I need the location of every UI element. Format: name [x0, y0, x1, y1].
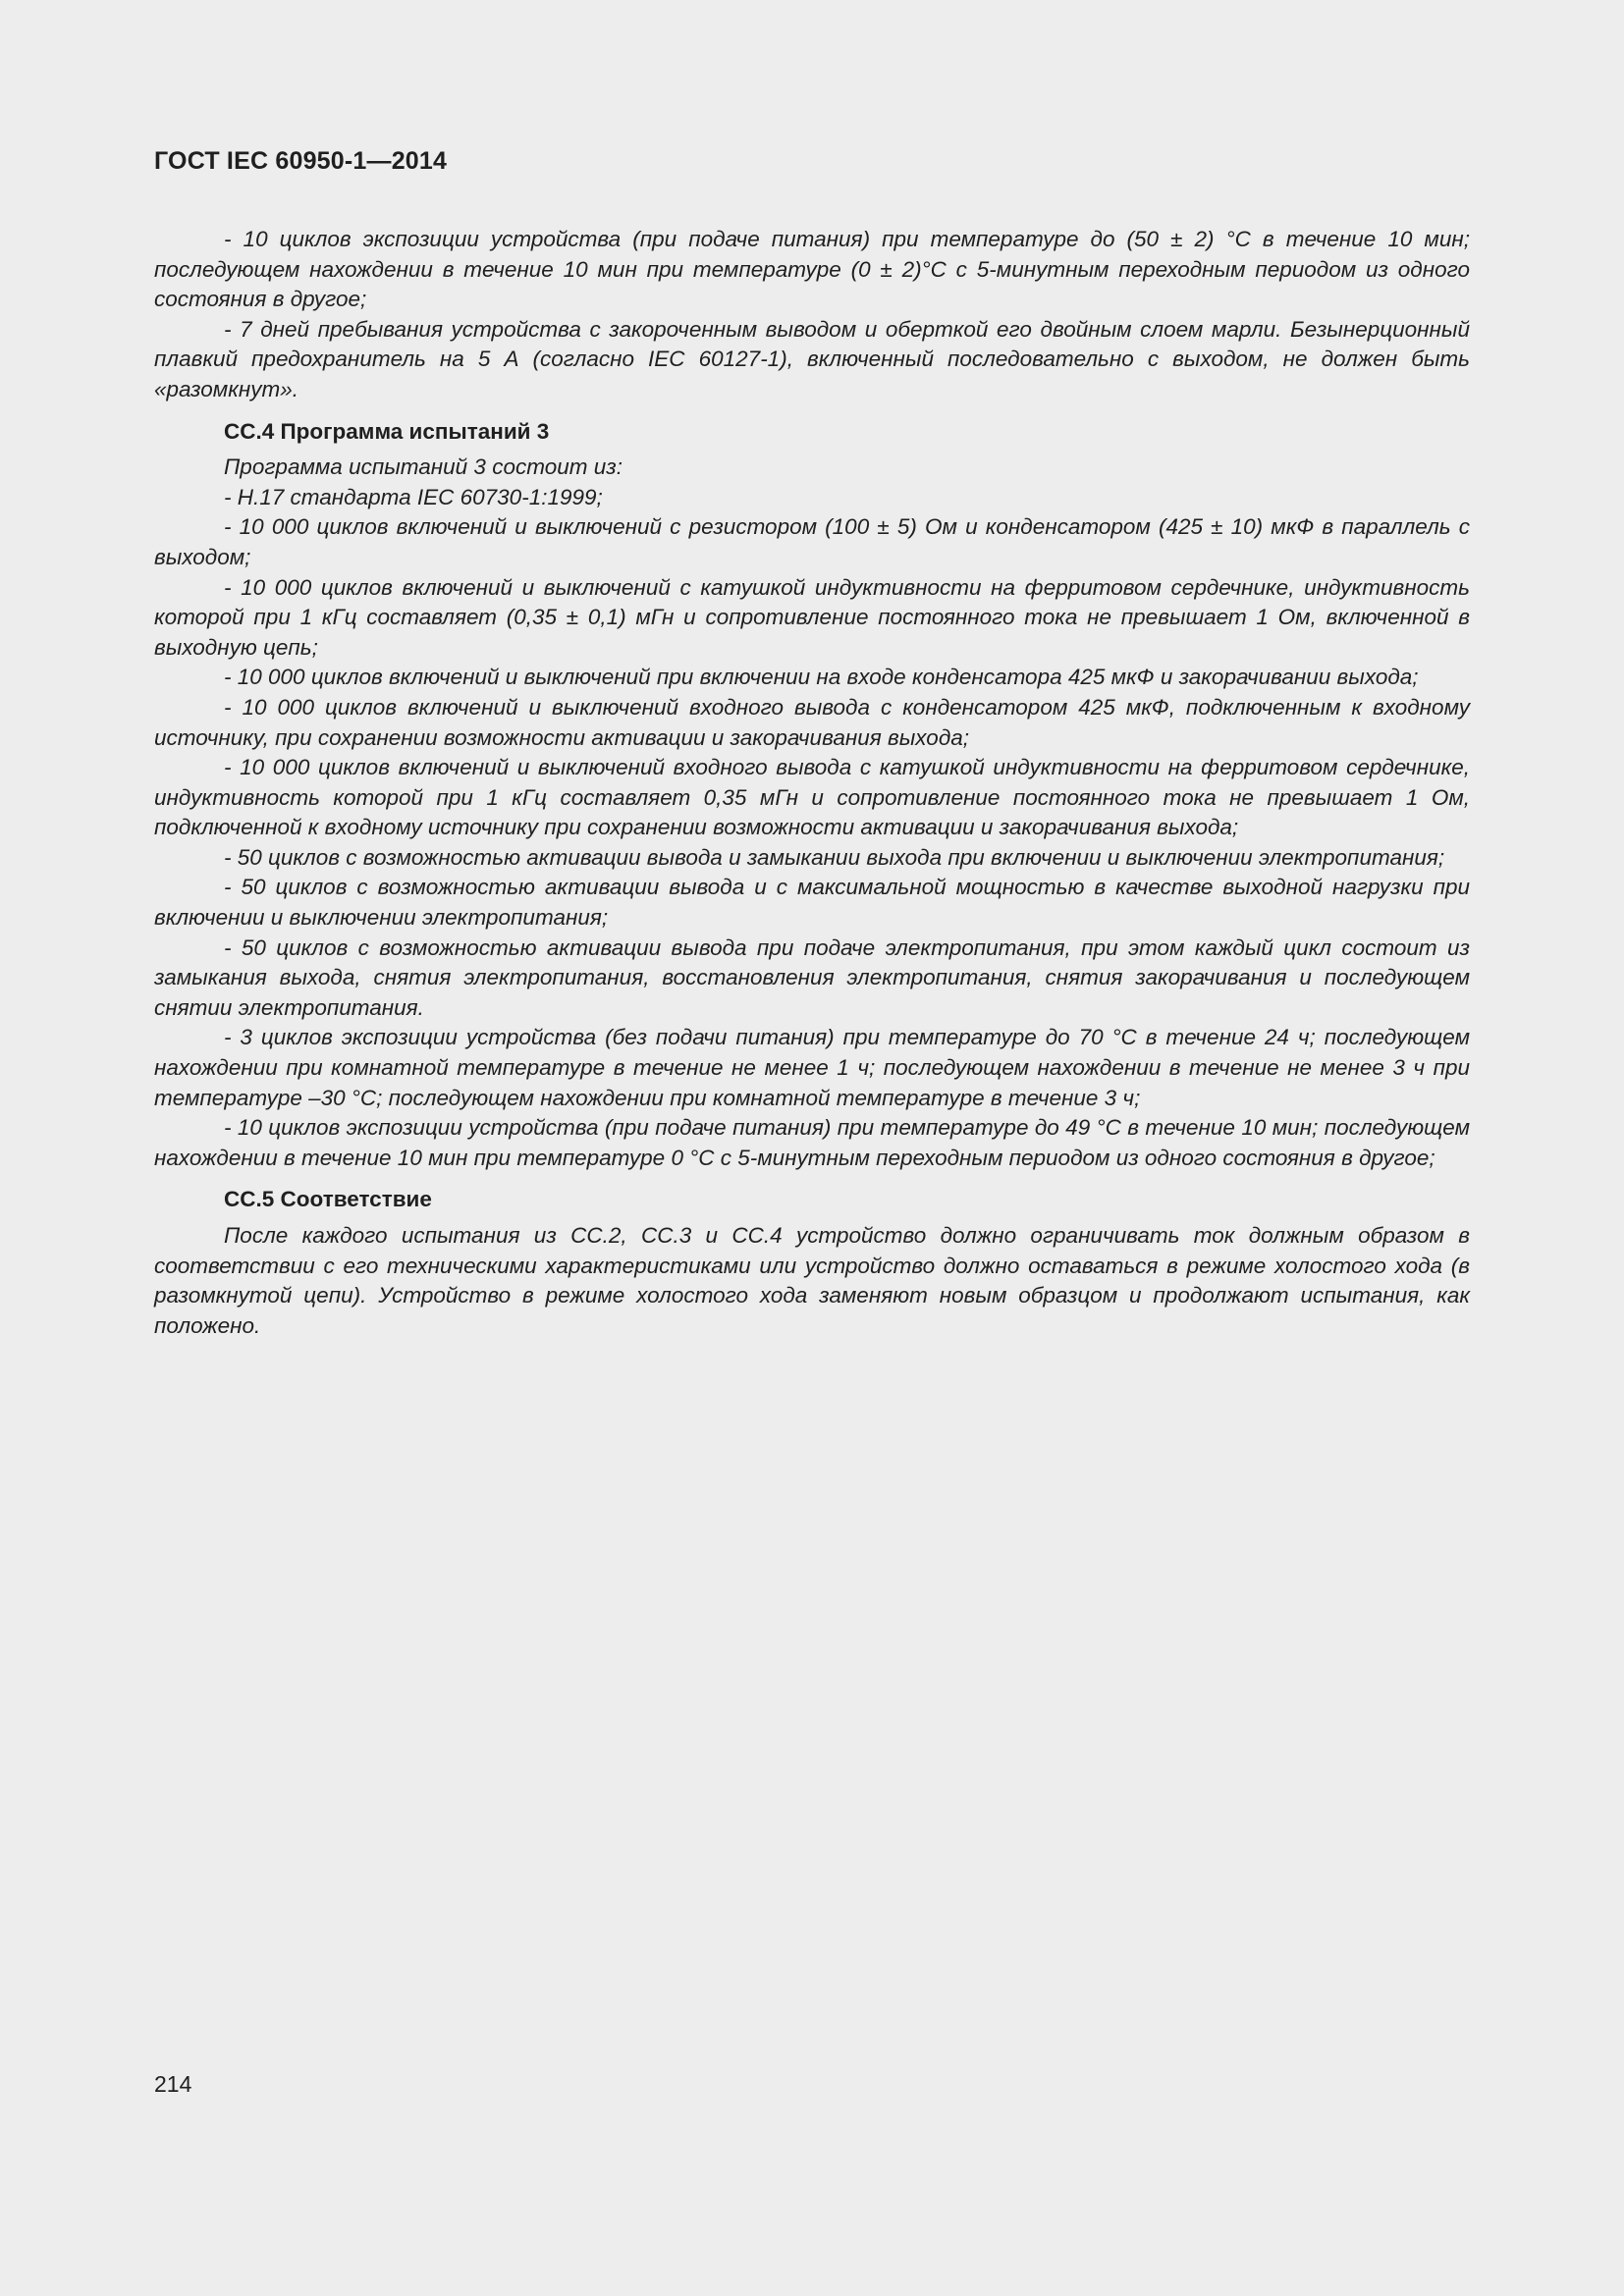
paragraph: После каждого испытания из СС.2, СС.3 и СС.4 устройство должно ограничивать ток должным образом в соответствии с его техническими характеристиками или устройство должно оставаться в режиме холостого хода (в разомкнутой цепи). Устройство в режиме холостого хода заменяют новым образцом и продолжают испытания, как положено. — [154, 1223, 1470, 1338]
list-item: - 10 циклов экспозиции устройства (при подаче питания) при температуре до (50 ± 2) °С в течение 10 мин; последующем нахождении в течение 10 мин при температуре (0 ± 2)°С с 5-минутным переходным периодом из одного состояния в другое; — [154, 227, 1470, 312]
list-item: - 10 000 циклов включений и выключений входного вывода с конденсатором 425 мкФ, подключенным к входному источнику, при сохранении возможности активации и закорачивания выхода; — [154, 694, 1470, 750]
document-header: ГОСТ IEC 60950-1—2014 — [154, 147, 448, 175]
list-item: - 10 000 циклов включений и выключений входного вывода с катушкой индуктивности на ферритовом сердечнике, индуктивность которой при 1 кГц составляет 0,35 мГн и сопротивление постоянного тока не превышает 1 Ом, подключенной к входному источнику при сохранении возможности активации и закорачивания выхода; — [154, 755, 1470, 840]
section-intro: Программа испытаний 3 состоит из: — [224, 454, 623, 480]
section-heading-cc4: CC.4 Программа испытаний 3 — [224, 418, 550, 444]
list-item: - 50 циклов с возможностью активации вывода при подаче электропитания, при этом каждый цикл состоит из замыкания выхода, снятия электропитания, восстановления электропитания, снятия закорачивания и последующем снятии электропитания. — [154, 934, 1470, 1020]
list-item: - 10 000 циклов включений и выключений с катушкой индуктивности на ферритовом сердечнике, индуктивность которой при 1 кГц составляет (0,35 ± 0,1) мГн и сопротивление постоянного тока не превышает 1 Ом, включенной в выходную цепь; — [154, 574, 1470, 660]
page-number: 214 — [154, 2071, 192, 2097]
document-body — [154, 225, 1470, 1341]
list-item: - 10 000 циклов включений и выключений при включении на входе конденсатора 425 мкФ и закорачивании выхода; — [224, 665, 1419, 690]
list-item: - Н.17 стандарта IEC 60730-1:1999; — [224, 484, 603, 509]
list-item: - 3 циклов экспозиции устройства (без подачи питания) при температуре до 70 °С в течение 24 ч; последующем нахождении при комнатной температуре в течение не менее 1 ч; последующем нахождении в течение не менее 3 ч при температуре –30 °С; последующем нахождении при комнатной температуре в течение 3 ч; — [154, 1025, 1470, 1110]
list-item: - 10 циклов экспозиции устройства (при подаче питания) при температуре до 49 °С в течение 10 мин; последующем нахождении в течение 10 мин при температуре 0 °С с 5-минутным переходным периодом из одного состояния в другое; — [154, 1115, 1470, 1170]
list-item: - 50 циклов с возможностью активации вывода и с максимальной мощностью в качестве выходной нагрузки при включении и выключении электропитания; — [154, 875, 1470, 931]
list-item: - 10 000 циклов включений и выключений с резистором (100 ± 5) Ом и конденсатором (425 ± 10) мкФ в параллель с выходом; — [154, 514, 1470, 569]
section-heading-cc5: CC.5 Соответствие — [224, 1187, 432, 1212]
list-item: - 7 дней пребывания устройства с закороченным выводом и оберткой его двойным слоем марли. Безынерционный плавкий предохранитель на 5 А (согласно IEC 60127-1), включенный последовательно с выходом, не должен быть «разомкнут». — [154, 316, 1470, 401]
list-item: - 50 циклов с возможностью активации вывода и замыкании выхода при включении и выключении электропитания; — [224, 844, 1445, 870]
